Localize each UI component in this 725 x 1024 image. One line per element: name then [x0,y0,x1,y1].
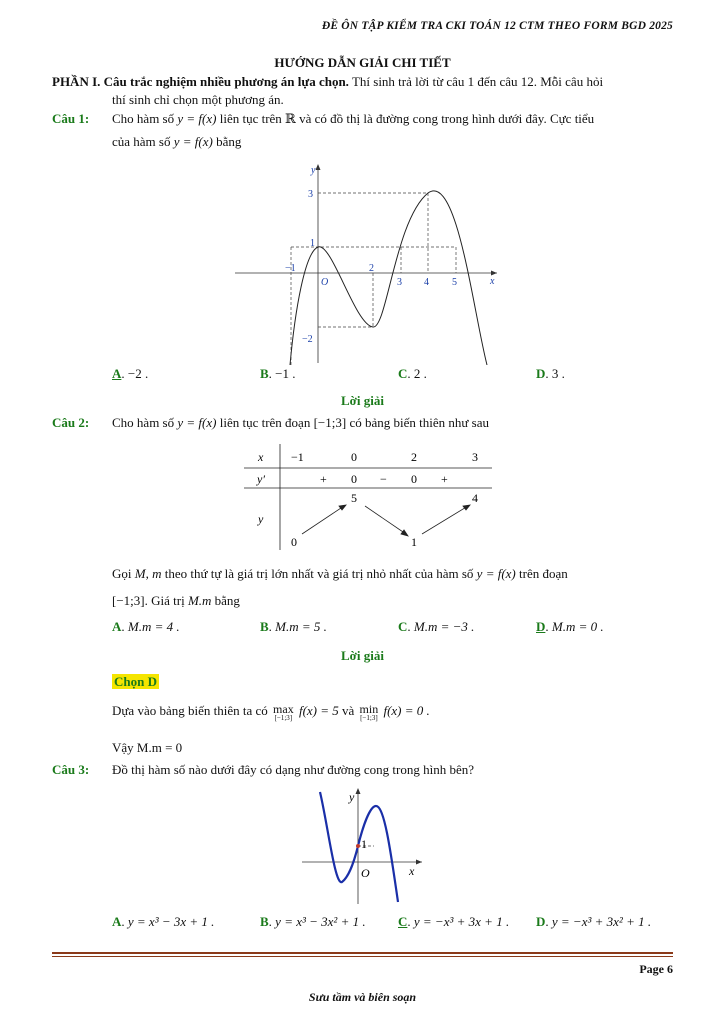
q1-stem [112,111,677,127]
option-text: M.m = 5 . [275,619,327,634]
and-word: và [342,703,355,718]
footer-credit: Sưu tầm và biên soạn [308,990,417,1004]
q1-stem-2 [112,134,241,150]
option-key: B [260,914,269,929]
x-arrow-icon [491,271,497,276]
q2-solution-label: Lời giải [341,648,384,663]
y-axis-label: y [349,790,355,804]
q1-text-c: của hàm số [112,134,171,149]
q1-text: Cho hàm số [112,111,175,126]
option-key: C [398,366,408,381]
q2-q-text-d: . Giá trị [144,593,185,608]
q1-option-d[interactable]: D. 3 . [536,366,565,381]
x-arrow-icon [416,860,422,865]
q2-solution-text [112,703,430,722]
tick-x-3: 3 [397,277,402,288]
option-key: A [112,914,122,929]
option-text: y = −x³ + 3x² + 1 . [551,914,652,929]
max-sub: [−1;3] [274,714,293,722]
min-word: min [359,702,379,716]
option-text: y = x³ − 3x + 1 . [127,914,215,929]
q2-q-text-b: theo thứ tự là giá trị lớn nhất và giá trị nhỏ nhất của hàm số [164,566,474,581]
max-expr: f(x) = 5 [298,703,339,718]
q2-q-text-e: bằng [214,593,240,608]
sol-text: Dựa vào bảng biến thiên ta có [112,703,268,718]
table-x-value-4: 3 [472,450,478,464]
q2-Mm: M, m [134,566,162,581]
q3-stem: Đồ thị hàm số nào dưới đây có dạng như đường cong trong hình bên? [112,762,474,777]
table-y-value-min: 1 [411,535,417,549]
table-x-value-3: 2 [411,450,417,464]
q2-label: Câu 2: [52,415,90,430]
q1-text-b: liên tục trên ℝ và có đồ thị là đường cong trong hình dưới đây. Cực tiểu [219,111,595,126]
q2-conclusion: Vậy M.m = 0 [112,740,183,755]
q2-option-b[interactable]: B. M.m = 5 . [260,619,327,634]
option-key: B [260,366,269,381]
part-intro [52,74,677,90]
q1-function: y = f(x) [177,111,217,126]
option-text: y = −x³ + 3x + 1 . [413,914,510,929]
part-text: Thí sinh trả lời từ câu 1 đến câu 12. Mỗi câu hỏi [351,74,604,89]
document-header: ĐỀ ÔN TẬP KIỂM TRA CKI TOÁN 12 CTM THEO FORM BGD 2025 [321,20,673,32]
intercept-point [356,844,360,848]
x-axis-label: x [409,864,415,878]
table-y-value-max: 5 [351,491,357,505]
q1-option-b[interactable]: B. −1 . [260,366,296,381]
option-key: D [536,366,546,381]
q2-text-c: có bảng biến thiên như sau [349,415,489,430]
table-x-value-1: −1 [291,450,304,464]
page-number: Page 6 [639,962,673,976]
q3-label: Câu 3: [52,762,90,777]
option-text: 3 . [551,366,565,381]
tick-y-3: 3 [308,189,313,200]
variation-arrows [302,505,470,536]
part-label: PHẦN I. Câu trắc nghiệm nhiều phương án lựa chọn. [52,74,349,89]
y-axis-label: y [311,165,316,176]
min-operator [360,703,379,722]
q1-text-d: bằng [216,134,242,149]
table-sign-1: + [320,472,327,486]
q2-product: M.m [187,593,212,608]
q2-function-3: y = f(x) [476,566,516,581]
y-arrow-icon [316,164,321,170]
q2-question [112,566,677,582]
table-yp-label: y′ [257,472,265,486]
q2-option-a[interactable]: A. M.m = 4 . [112,619,180,634]
q2-variation-table [240,442,495,552]
q2-option-d[interactable]: D. M.m = 0 . [536,619,604,634]
option-key: A [112,619,122,634]
y-arrow-icon [356,788,361,794]
tick-y-minus2: −2 [302,334,313,345]
table-y-value-end: 4 [472,491,478,505]
q2-interval: [−1;3] [313,415,347,430]
tick-x-4: 4 [424,277,429,288]
option-text: M.m = 0 . [551,619,604,634]
footer-rule-thin [52,956,673,957]
table-y-label: y [258,512,264,526]
option-key: B [260,619,269,634]
q2-text: Cho hàm số [112,415,175,430]
table-sign-5: + [441,472,448,486]
q1-solution-label: Lời giải [341,393,384,408]
min-expr: f(x) = 0 . [383,703,430,718]
option-text: −2 . [127,366,149,381]
q1-graph [235,160,500,365]
tick-x-minus1: −1 [285,263,296,274]
q2-q-text-c: trên đoạn [519,566,568,581]
option-text: 2 . [413,366,427,381]
option-text: M.m = 4 . [127,619,180,634]
chon-badge: Chọn D [114,674,157,689]
tick-y-1: 1 [361,837,367,851]
table-sign-4: 0 [411,472,417,486]
q1-option-c[interactable]: C. 2 . [398,366,427,381]
option-text: M.m = −3 . [413,619,475,634]
q2-q-text: Gọi [112,566,132,581]
table-sign-2: 0 [351,472,357,486]
table-y-value-start: 0 [291,535,297,549]
function-curve [290,191,487,365]
q3-option-c[interactable]: C. y = −x³ + 3x + 1 . [398,914,510,929]
q2-stem [112,415,489,431]
tick-x-2: 2 [369,263,374,274]
min-sub: [−1;3] [360,714,378,722]
origin-label: O [361,866,370,880]
option-text: y = x³ − 3x² + 1 . [275,914,366,929]
option-key: D [536,914,546,929]
option-key: C [398,914,408,929]
origin-label: O [321,277,329,288]
section-title: HƯỚNG DẪN GIẢI CHI TIẾT [274,55,451,70]
guide-lines [291,193,456,365]
option-key: A [112,366,122,381]
tick-y-1: 1 [310,238,315,249]
q2-chon [112,674,159,690]
q3-graph [300,786,425,906]
q2-text-b: liên tục trên đoạn [219,415,311,430]
footer-rule [52,952,673,954]
table-x-value-2: 0 [351,450,357,464]
q1-function-2: y = f(x) [173,134,213,149]
q2-question-2 [112,593,240,609]
tick-x-5: 5 [452,277,457,288]
q3-option-b[interactable]: B. y = x³ − 3x² + 1 . [260,914,366,929]
max-word: max [273,702,294,716]
q1-label: Câu 1: [52,111,90,126]
q2-interval-2: [−1;3] [112,593,145,608]
part-text-2: thí sinh chỉ chọn một phương án. [112,92,284,107]
max-operator [273,703,294,722]
table-x-label: x [258,450,264,464]
q2-option-c[interactable]: C. M.m = −3 . [398,619,475,634]
q3-option-d[interactable]: D. y = −x³ + 3x² + 1 . [536,914,652,929]
q2-function: y = f(x) [177,415,217,430]
option-key: D [536,619,546,634]
option-text: −1 . [275,366,296,381]
x-axis-label: x [490,276,495,287]
table-sign-3: − [380,472,387,486]
q1-option-a[interactable]: A. −2 . [112,366,149,381]
option-key: C [398,619,408,634]
q3-option-a[interactable]: A. y = x³ − 3x + 1 . [112,914,215,929]
